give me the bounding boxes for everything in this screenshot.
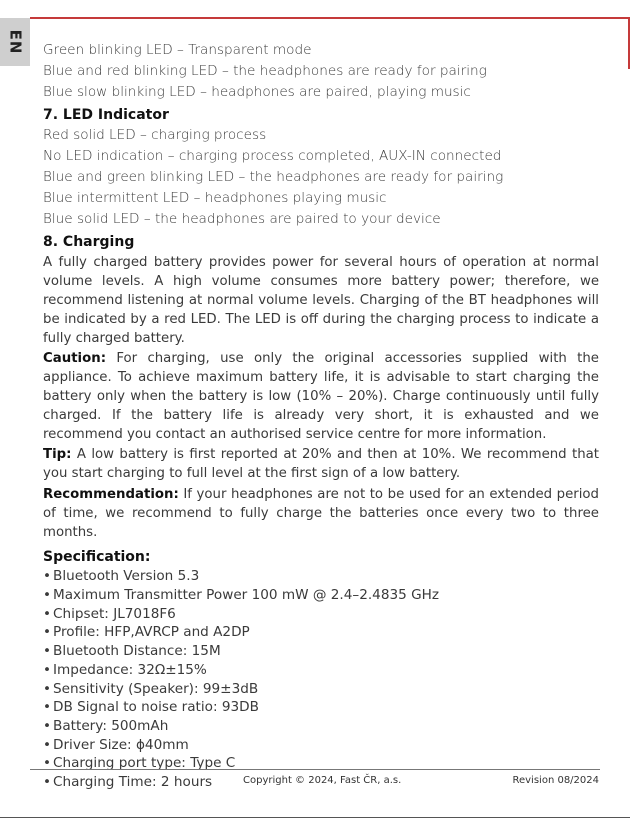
bottom-page-rule (0, 817, 630, 818)
intro-line: Blue and red blinking LED – the headphones are ready for pairing (43, 62, 487, 79)
intro-line: Blue slow blinking LED – headphones are paired, playing music (43, 83, 471, 100)
top-accent-rule (30, 17, 630, 19)
recommendation-paragraph (43, 486, 599, 542)
intro-line: Green blinking LED – Transparent mode (43, 42, 312, 58)
spec-item-text: Driver Size: ϕ40mm (53, 736, 189, 753)
led-line: Blue solid LED – the headphones are paired to your device (43, 210, 441, 227)
spec-item: • Impedance: 32Ω±15% (43, 661, 207, 678)
spec-item-text: Impedance: 32Ω±15% (53, 661, 207, 678)
caution-text: For charging, use only the original accessories supplied with the appliance. To achieve maximum battery life, it is advisable to start charging the battery only when the battery is low (10% – 20%). Charge continuously until fully charged. If the battery life is already very short, it is exhausted and we recommend you contact an authorised service centre for more information. (43, 351, 599, 442)
tip-paragraph (43, 446, 599, 484)
specification-heading: Specification: (43, 549, 151, 566)
spec-item-text: Charging Time: 2 hours (53, 774, 213, 791)
charging-paragraph: A fully charged battery provides power for several hours of operation at normal volume levels. A high volume consumes more battery power; therefore, we recommend listening at normal volume levels. Charging of the BT headphones will be indicated by a red LED. The LED is off during the charging process to indicate a fully charged battery. (43, 255, 599, 346)
page-content (43, 40, 599, 792)
spec-item: • DB Signal to noise ratio: 93DB (43, 699, 259, 716)
footer-copyright: Copyright © 2024, Fast ČR, a.s. (243, 775, 402, 786)
spec-item-text: Bluetooth Distance: 15M (53, 643, 221, 660)
spec-item-text: Battery: 500mAh (53, 717, 169, 734)
recommendation-text: If your headphones are not to be used for an extended period of time, we recommend to fully charge the batteries once every two to three months. (43, 486, 599, 540)
footer-divider (30, 769, 600, 770)
tip-text: A low battery is first reported at 20% and then at 10%. We recommend that you start charging to full level at the first sign of a low battery. (43, 447, 599, 482)
caution-paragraph (43, 350, 599, 444)
language-tab-label: EN (6, 29, 24, 55)
spec-item: • Maximum Transmitter Power 100 mW @ 2.4–2.4835 GHz (43, 587, 439, 604)
spec-item-text: DB Signal to noise ratio: 93DB (53, 699, 259, 716)
spec-item: • Charging Time: 2 hours (43, 774, 213, 791)
spec-item: • Bluetooth Version 5.3 (43, 568, 200, 585)
footer-revision: Revision 08/2024 (512, 775, 599, 786)
led-line: Red solid LED – charging process (43, 127, 267, 144)
spec-item: • Sensitivity (Speaker): 99±3dB (43, 680, 259, 697)
charging-heading: 8. Charging (43, 234, 135, 251)
led-line: Blue intermittent LED – headphones playing music (43, 189, 387, 206)
led-line: No LED indication – charging process completed, AUX-IN connected (43, 148, 502, 165)
caution-label: Caution: (43, 351, 107, 367)
spec-item: • Driver Size: ϕ40mm (43, 736, 189, 753)
spec-item-text: Chipset: JL7018F6 (53, 605, 176, 622)
language-tab (0, 18, 30, 66)
spec-item-text: Maximum Transmitter Power 100 mW @ 2.4–2.4835 GHz (53, 587, 439, 604)
spec-item: • Battery: 500mAh (43, 717, 169, 734)
specification-list (43, 567, 599, 791)
led-line: Blue and green blinking LED – the headphones are ready for pairing (43, 168, 504, 185)
tip-label: Tip: (43, 447, 72, 463)
recommendation-label: Recommendation: (43, 486, 179, 502)
spec-item-text: Profile: HFP,AVRCP and A2DP (53, 624, 250, 641)
spec-item: • Profile: HFP,AVRCP and A2DP (43, 624, 250, 641)
spec-item: • Charging port type: Type C (43, 755, 236, 772)
led-indicator-heading: 7. LED Indicator (43, 107, 169, 124)
spec-item-text: Sensitivity (Speaker): 99±3dB (53, 680, 259, 697)
spec-item-text: Charging port type: Type C (53, 755, 236, 772)
spec-item: • Bluetooth Distance: 15M (43, 643, 221, 660)
spec-item-text: Bluetooth Version 5.3 (53, 568, 200, 585)
spec-item: • Chipset: JL7018F6 (43, 605, 176, 622)
